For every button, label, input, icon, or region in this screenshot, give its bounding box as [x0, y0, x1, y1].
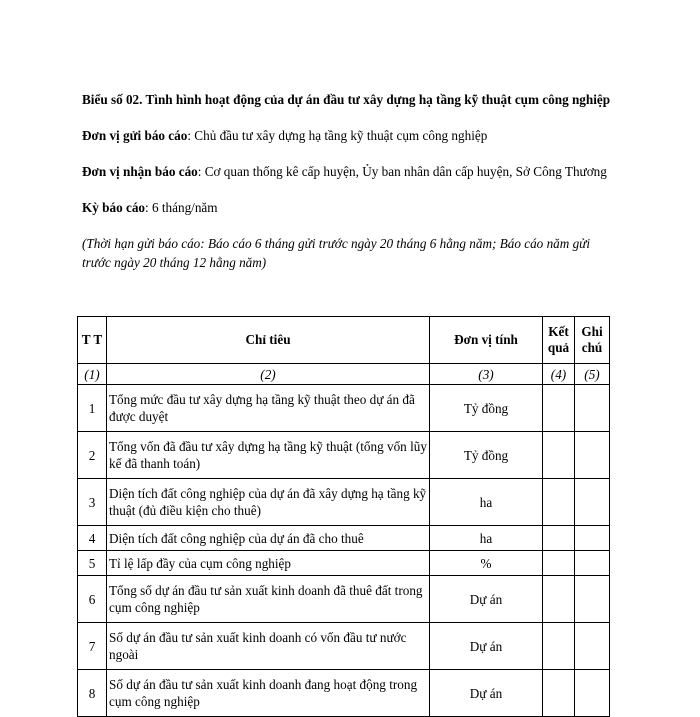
- index-result: (4): [543, 364, 575, 385]
- row-unit: ha: [430, 479, 543, 526]
- row-result: [543, 432, 575, 479]
- sender-value: : Chủ đầu tư xây dựng hạ tầng kỹ thuật cụm công nghiệp: [187, 128, 488, 143]
- row-note: [575, 432, 610, 479]
- header-unit: Đơn vị tính: [430, 317, 543, 364]
- row-tt: 7: [78, 623, 107, 670]
- row-tt: 2: [78, 432, 107, 479]
- row-result: [543, 526, 575, 551]
- header-indicator: Chỉ tiêu: [107, 317, 430, 364]
- row-result: [543, 479, 575, 526]
- row-unit: Tỷ đồng: [430, 432, 543, 479]
- header-result: Kết quả: [543, 317, 575, 364]
- row-result: [543, 623, 575, 670]
- row-tt: 1: [78, 385, 107, 432]
- row-unit: Dự án: [430, 623, 543, 670]
- table-header-row: [78, 317, 610, 364]
- row-result: [543, 551, 575, 576]
- header-note: Ghi chú: [575, 317, 610, 364]
- report-title: Biểu số 02. Tình hình hoạt động của dự án đầu tư xây dựng hạ tầng kỹ thuật cụm công nghiệp: [82, 92, 611, 107]
- index-tt: (1): [78, 364, 107, 385]
- row-unit: %: [430, 551, 543, 576]
- row-tt: 3: [78, 479, 107, 526]
- receiver-label: Đơn vị nhận báo cáo: [82, 164, 198, 179]
- row-note: [575, 526, 610, 551]
- index-row: [78, 364, 610, 385]
- table-row: [78, 385, 610, 432]
- row-indicator: Tổng vốn đã đầu tư xây dựng hạ tầng kỹ thuật (tổng vốn lũy kế đã thanh toán): [107, 432, 430, 479]
- row-indicator: Số dự án đầu tư sản xuất kinh doanh có vốn đầu tư nước ngoài: [107, 623, 430, 670]
- row-tt: 6: [78, 576, 107, 623]
- row-indicator: Tỉ lệ lấp đầy của cụm công nghiệp: [107, 551, 430, 576]
- sender-label: Đơn vị gửi báo cáo: [82, 128, 188, 143]
- index-note: (5): [575, 364, 610, 385]
- report-page: [82, 90, 614, 272]
- row-indicator: Số dự án đầu tư sản xuất kinh doanh đang hoạt động trong cụm công nghiệp: [107, 670, 430, 717]
- table-row: [78, 526, 610, 551]
- header-tt: T T: [78, 317, 107, 364]
- row-unit: ha: [430, 526, 543, 551]
- row-note: [575, 551, 610, 576]
- row-note: [575, 385, 610, 432]
- row-note: [575, 576, 610, 623]
- row-unit: Dự án: [430, 670, 543, 717]
- period-value: : 6 tháng/năm: [145, 200, 218, 215]
- period-line: [82, 198, 614, 217]
- row-note: [575, 479, 610, 526]
- index-unit: (3): [430, 364, 543, 385]
- index-indicator: (2): [107, 364, 430, 385]
- row-indicator: Tổng số dự án đầu tư sản xuất kinh doanh đã thuê đất trong cụm công nghiệp: [107, 576, 430, 623]
- row-unit: Tỷ đồng: [430, 385, 543, 432]
- receiver-value: : Cơ quan thống kê cấp huyện, Ủy ban nhân dân cấp huyện, Sở Công Thương: [197, 164, 607, 179]
- row-result: [543, 670, 575, 717]
- row-note: [575, 623, 610, 670]
- period-label: Kỳ báo cáo: [82, 200, 146, 215]
- table-row: [78, 576, 610, 623]
- table-row: [78, 623, 610, 670]
- row-tt: 4: [78, 526, 107, 551]
- row-note: [575, 670, 610, 717]
- table-row: [78, 432, 610, 479]
- row-indicator: Tổng mức đầu tư xây dựng hạ tầng kỹ thuật theo dự án đã được duyệt: [107, 385, 430, 432]
- row-tt: 5: [78, 551, 107, 576]
- receiver-line: [82, 162, 614, 181]
- row-result: [543, 576, 575, 623]
- sender-line: [82, 126, 614, 145]
- row-unit: Dự án: [430, 576, 543, 623]
- row-indicator: Diện tích đất công nghiệp của dự án đã cho thuê: [107, 526, 430, 551]
- table-row: [78, 551, 610, 576]
- report-table: [77, 316, 610, 717]
- row-tt: 8: [78, 670, 107, 717]
- table-row: [78, 479, 610, 526]
- row-indicator: Diện tích đất công nghiệp của dự án đã xây dựng hạ tầng kỹ thuật (đủ điều kiện cho thuê): [107, 479, 430, 526]
- row-result: [543, 385, 575, 432]
- deadline-note: (Thời hạn gửi báo cáo: Báo cáo 6 tháng gửi trước ngày 20 tháng 6 hằng năm; Báo cáo năm gửi trước ngày 20 tháng 12 hằng năm): [82, 236, 591, 270]
- table-row: [78, 670, 610, 717]
